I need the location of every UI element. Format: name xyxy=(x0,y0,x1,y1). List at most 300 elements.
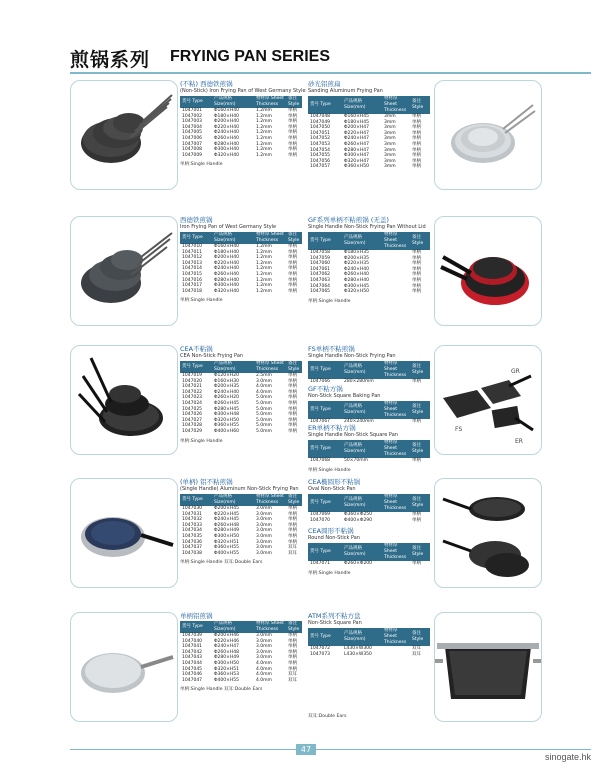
table-cell: Φ120×H20 xyxy=(214,373,240,378)
column-header: 货号 Type xyxy=(180,494,212,506)
aluminum-fry-table xyxy=(180,612,302,692)
column-header: 货号 Type xyxy=(180,96,212,108)
table-cell: 双耳 xyxy=(288,545,297,551)
table-cell: 单柄 xyxy=(412,164,421,170)
column-header: 货号 Type xyxy=(308,361,342,379)
table-cell: 1047044 xyxy=(182,660,203,666)
table-cell: Φ160×H30 xyxy=(214,378,240,384)
table-cell: 1.2mm xyxy=(256,147,272,153)
table-cell: 1047026 xyxy=(182,412,203,418)
table-cell xyxy=(382,289,410,295)
table-subtitle: Non-Stick Square Pan xyxy=(308,620,362,626)
table-title: FS单柄不粘煎锅 xyxy=(308,345,355,353)
table-cell: Φ200×H45 xyxy=(214,506,240,511)
column-header: 物材厚 Sheet Thickness xyxy=(254,361,286,373)
nonstick-pan-icon xyxy=(435,479,541,587)
column-header: 产品规格 Size(mm) xyxy=(212,96,254,108)
table-cell: Φ220×H45 xyxy=(214,511,240,517)
table-cell: 4.0mm xyxy=(256,666,272,672)
table-cell: 3.0mm xyxy=(256,533,272,539)
table-cell: 1047047 xyxy=(182,677,203,683)
table-cell: 1047009 xyxy=(182,152,203,158)
table-cell: 单柄 xyxy=(288,412,297,418)
table-note: 单柄:Single Handle xyxy=(308,467,351,473)
table-title: ATM系列不粘方盘 xyxy=(308,612,361,620)
table-cell: 1047019 xyxy=(182,373,203,378)
table-header-row xyxy=(308,440,430,458)
table-subtitle: Non-Stick Square Baking Pan xyxy=(308,392,381,399)
table-cell: 1047065 xyxy=(310,289,331,295)
table-cell: 1047021 xyxy=(182,384,203,390)
table-cell: 3.0mm xyxy=(256,633,272,638)
table-cell: 3mm xyxy=(384,141,396,147)
table-cell: Φ200×H35 xyxy=(344,255,370,261)
table-cell: 单柄 xyxy=(412,272,421,278)
column-header: 备注 Style xyxy=(286,96,302,108)
table-cell: Φ400×H60 xyxy=(214,428,240,434)
table-cell: 1047056 xyxy=(310,158,331,164)
table-cell: Φ320×H47 xyxy=(344,158,370,164)
table-cell: 1.2mm xyxy=(256,130,272,136)
table-cell: 1047062 xyxy=(310,272,331,278)
table-cell: 单柄 xyxy=(288,522,297,528)
table-cell: Φ280×H49 xyxy=(214,655,240,661)
table-cell: 单柄 xyxy=(412,283,421,289)
table-cell: Φ360×H50 xyxy=(344,164,370,170)
table-cell: 5.0mm xyxy=(256,395,272,401)
table-cell: 3.0mm xyxy=(256,528,272,534)
table-cell: 单柄 xyxy=(288,533,297,539)
table-note: 双耳:Double Ears xyxy=(308,714,347,720)
table-row xyxy=(180,551,302,557)
table-cell: Φ240×H47 xyxy=(344,136,370,142)
website-url[interactable]: sinogate.hk xyxy=(544,752,591,762)
table-cell: 1.2mm xyxy=(256,288,272,294)
table-subtitle: Round Non-Stick Pan xyxy=(308,535,360,542)
table-cell: 单柄 xyxy=(412,141,421,147)
table-cell: 3.0mm xyxy=(256,506,272,511)
column-header: 货号 Type xyxy=(308,232,342,250)
table-cell: Φ320×H40 xyxy=(214,152,240,158)
table-cell: 单柄 xyxy=(412,147,421,153)
column-header: 备注 Style xyxy=(410,440,430,458)
table-cell: Φ400×H55 xyxy=(214,677,240,683)
column-header: 货号 Type xyxy=(308,96,342,114)
table-header-row xyxy=(180,361,302,373)
table-header-row xyxy=(308,96,430,114)
table-cell: 单柄 xyxy=(288,113,297,119)
table-cell: 1047028 xyxy=(182,423,203,429)
spec-table xyxy=(180,232,302,294)
table-cell: 1.2mm xyxy=(256,266,272,272)
table-cell: 1047054 xyxy=(310,147,331,153)
column-header: 货号 Type xyxy=(180,361,212,373)
table-cell: 4.0mm xyxy=(256,389,272,395)
table-cell: 1047027 xyxy=(182,417,203,423)
product-row-3 xyxy=(70,345,590,473)
table-cell: 单柄 xyxy=(288,395,297,401)
table-cell: 1047073 xyxy=(310,651,331,657)
table-row xyxy=(308,261,430,267)
table-cell: 1047024 xyxy=(182,400,203,406)
table-cell: 单柄 xyxy=(288,277,297,283)
table-cell: 1.2mm xyxy=(256,271,272,277)
page-header xyxy=(70,45,590,69)
image-label-er: ER xyxy=(515,438,523,445)
column-header: 产品规格 Size(mm) xyxy=(212,232,254,244)
table-cell: 3.0mm xyxy=(256,545,272,551)
spec-table xyxy=(308,543,430,567)
table-cell: 1047005 xyxy=(182,130,203,136)
table-cell: 单柄 xyxy=(288,249,297,255)
column-header: 货号 Type xyxy=(308,628,342,646)
table-title: CEA圆形不粘锅 xyxy=(308,527,354,536)
table-cell: Φ300×H50 xyxy=(214,533,240,539)
table-cell: 1047020 xyxy=(182,378,203,384)
header-title-cn: 煎锅系列 xyxy=(70,49,151,71)
table-cell: 单柄 xyxy=(288,373,297,378)
table-cell: 单柄 xyxy=(412,379,421,384)
table-cell: Φ240×H40 xyxy=(214,130,240,136)
table-cell: 1.2mm xyxy=(256,108,272,113)
table-subtitle: Oval Non-Stick Pan xyxy=(308,486,356,492)
table-cell: 1.2mm xyxy=(256,119,272,125)
table-cell: 单柄 xyxy=(288,141,297,147)
table-cell: 1047048 xyxy=(310,114,331,119)
table-cell: 5.0mm xyxy=(256,417,272,423)
table-cell: 单柄 xyxy=(412,158,421,164)
table-cell: 双耳 xyxy=(412,651,421,657)
table-cell: 单柄 xyxy=(412,458,421,464)
column-header: 货号 Type xyxy=(308,440,342,458)
column-header: 备注 Style xyxy=(410,543,430,561)
table-cell: 1.2mm xyxy=(256,141,272,147)
spec-table xyxy=(180,96,302,158)
table-cell: 单柄 xyxy=(288,266,297,272)
table-cell: 4.0mm xyxy=(256,672,272,678)
table-cell: 1.2mm xyxy=(256,255,272,261)
table-cell: 1047046 xyxy=(182,672,203,678)
product-image-roasting-tray xyxy=(434,612,542,722)
table-cell: Φ180×H45 xyxy=(344,119,370,125)
table-cell: 3.0mm xyxy=(256,511,272,517)
column-header: 物材厚 Sheet Thickness xyxy=(254,621,286,633)
table-cell: 1047066 xyxy=(310,379,331,384)
table-cell: 单柄 xyxy=(412,266,421,272)
table-cell: 单柄 xyxy=(288,135,297,141)
table-title: GF系列单柄不粘煎锅 (无盖) xyxy=(308,216,389,224)
table-row xyxy=(308,652,430,658)
table-row xyxy=(308,512,430,518)
table-cell: 单柄 xyxy=(288,283,297,289)
column-header: 货号 Type xyxy=(180,232,212,244)
table-cell: Φ320×H40 xyxy=(214,288,240,294)
table-row xyxy=(308,289,430,295)
table-cell: Φ320×H50 xyxy=(344,289,370,295)
table-header-row xyxy=(308,543,430,561)
table-cell: 单柄 xyxy=(412,512,421,517)
table-cell: 单柄 xyxy=(288,384,297,390)
table-cell: 单柄 xyxy=(412,130,421,136)
spec-table xyxy=(180,361,302,435)
table-cell: 单柄 xyxy=(288,130,297,136)
table-cell: Φ300×H48 xyxy=(214,412,240,418)
column-header: 物材厚 Sheet Thickness xyxy=(382,232,410,250)
table-cell: 1047007 xyxy=(182,141,203,147)
column-header: 产品规格 Size(mm) xyxy=(342,628,382,646)
table-cell: 3mm xyxy=(384,164,396,170)
table-cell: Φ260×H47 xyxy=(344,141,370,147)
column-header: 产品规格 Size(mm) xyxy=(342,232,382,250)
product-row-4 xyxy=(70,478,590,588)
header-title-en: FRYING PAN SERIES xyxy=(170,48,331,65)
table-cell: 单柄 xyxy=(412,277,421,283)
table-cell: 1047016 xyxy=(182,277,203,283)
table-cell: 1047034 xyxy=(182,528,203,534)
table-row xyxy=(308,125,430,131)
table-cell: 单柄 xyxy=(412,418,421,424)
table-cell: 1047057 xyxy=(310,164,331,170)
table-cell: Φ200×H35 xyxy=(214,384,240,390)
table-row xyxy=(180,289,302,295)
table-cell: 1047070 xyxy=(310,517,331,523)
table-cell: 单柄 xyxy=(288,152,297,158)
column-header: 物材厚 Sheet Thickness xyxy=(254,96,286,108)
table-cell: 双耳 xyxy=(412,646,421,651)
table-cell: Φ360×H55 xyxy=(214,423,240,429)
table-cell: Φ260×H40 xyxy=(344,272,370,278)
product-image-square-pans xyxy=(434,345,542,455)
table-cell: Φ320×H51 xyxy=(214,539,240,545)
table-cell: 1047022 xyxy=(182,389,203,395)
table-cell: 1047068 xyxy=(310,458,331,464)
table-cell: 单柄 xyxy=(288,423,297,429)
table-cell: 单柄 xyxy=(288,655,297,661)
image-label-gr: GR xyxy=(511,368,520,375)
footer-rule xyxy=(70,749,591,750)
table-cell: Φ180×H35 xyxy=(344,250,370,255)
table-cell: 1047064 xyxy=(310,283,331,289)
table-cell xyxy=(382,652,410,658)
table-cell: 1047030 xyxy=(182,506,203,511)
table-cell: Φ300×H40 xyxy=(214,283,240,289)
table-cell: 单柄 xyxy=(288,406,297,412)
spec-table xyxy=(308,440,430,464)
table-cell: 1047059 xyxy=(310,255,331,261)
table-row xyxy=(180,153,302,159)
table-cell: L430×W350 xyxy=(344,651,372,657)
spec-table xyxy=(180,494,302,556)
table-cell: 单柄 xyxy=(288,124,297,130)
table-cell: 1047017 xyxy=(182,283,203,289)
table-cell: 3mm xyxy=(384,125,396,131)
table-cell: 3mm xyxy=(384,130,396,136)
table-cell: 1047038 xyxy=(182,550,203,556)
table-cell: Φ300×H45 xyxy=(344,283,370,289)
table-header-row xyxy=(308,361,430,379)
table-cell: 单柄 xyxy=(288,288,297,294)
table-subtitle: (Single Handle) Aluminum Non-Stick Frying Pan xyxy=(180,486,299,492)
table-cell: 1047032 xyxy=(182,517,203,523)
table-cell: 1.2mm xyxy=(256,124,272,130)
table-cell: 1047042 xyxy=(182,649,203,655)
table-row xyxy=(308,250,430,256)
table-cell: 单柄 xyxy=(288,400,297,406)
roasting-tray-icon xyxy=(435,613,541,721)
table-cell: 1047039 xyxy=(182,633,203,638)
table-header-row xyxy=(308,494,430,512)
table-title: 西德铁煎锅 xyxy=(180,216,213,224)
column-header: 物材厚 Sheet Thickness xyxy=(382,96,410,114)
table-cell: 1047060 xyxy=(310,261,331,267)
table-cell: 单柄 xyxy=(288,389,297,395)
table-cell: Φ220×H35 xyxy=(344,261,370,267)
table-cell: 1.2mm xyxy=(256,260,272,266)
table-cell: 1047006 xyxy=(182,135,203,141)
table-cell: Φ260×H40 xyxy=(214,135,240,141)
table-row xyxy=(308,114,430,120)
table-cell: Φ300×H50 xyxy=(214,660,240,666)
table-cell: 3mm xyxy=(384,153,396,159)
table-cell: 单柄 xyxy=(412,250,421,255)
product-row-2 xyxy=(70,216,590,326)
table-row xyxy=(308,646,430,652)
table-cell: Φ360×H55 xyxy=(214,545,240,551)
table-cell: 单柄 xyxy=(412,255,421,261)
table-cell: Φ220×H46 xyxy=(214,638,240,644)
table-row xyxy=(180,429,302,435)
spec-table xyxy=(308,232,430,295)
product-image-cea-pans xyxy=(70,345,178,455)
table-cell: 1.2mm xyxy=(256,244,272,249)
column-header: 产品规格 Size(mm) xyxy=(212,621,254,633)
table-header-row xyxy=(308,232,430,250)
table-title: CEA不粘锅 xyxy=(180,345,213,353)
table-cell xyxy=(382,458,410,464)
table-title: GF不粘方锅 xyxy=(308,384,343,393)
table-cell: 单柄 xyxy=(288,638,297,644)
table-row xyxy=(308,561,430,567)
table-title: 砂光铝煎扁 xyxy=(308,80,341,88)
table-cell: 1047061 xyxy=(310,266,331,272)
table-cell: 单柄 xyxy=(288,255,297,261)
frying-pan-stack-icon xyxy=(71,81,177,189)
table-cell: 1047051 xyxy=(310,130,331,136)
table-subtitle: (Non-Stick) Iron Frying Pan of West Germany Style xyxy=(180,88,306,94)
table-cell: 50×70mm xyxy=(344,458,368,464)
table-cell: 1047014 xyxy=(182,266,203,272)
table-subtitle: Single Handle Non-Stick Frying Pan Without Lid xyxy=(308,224,426,230)
nonstick-pan-icon xyxy=(435,217,541,325)
product-image-iron-pans-2 xyxy=(70,216,178,326)
table-cell: 单柄 xyxy=(288,517,297,523)
table-note: 单柄:Single Handle 双耳:Double Ears xyxy=(180,560,263,566)
table-cell: 1047063 xyxy=(310,277,331,283)
table-cell: 1047067 xyxy=(310,418,331,424)
table-cell: 单柄 xyxy=(288,506,297,511)
table-cell: Φ260×H48 xyxy=(214,522,240,528)
table-note: 单柄:Single Handle 双耳:Double Ears xyxy=(180,687,263,693)
product-row-1 xyxy=(70,80,590,190)
table-cell: 1047023 xyxy=(182,395,203,401)
table-cell: 单柄 xyxy=(288,378,297,384)
table-cell: 1.2mm xyxy=(256,152,272,158)
table-cell: 双耳 xyxy=(288,672,297,678)
column-header: 物材厚 Sheet Thickness xyxy=(382,543,410,561)
product-image-aluminum-nonstick xyxy=(70,478,178,588)
table-cell: 双耳 xyxy=(288,550,297,556)
column-header: 备注 Style xyxy=(410,232,430,250)
table-cell: 5.0mm xyxy=(256,423,272,429)
spec-table xyxy=(308,96,430,170)
table-cell: Φ300×H40 xyxy=(214,147,240,153)
image-label-fs: FS xyxy=(455,426,463,433)
column-header: 备注 Style xyxy=(286,232,302,244)
table-title: 单柄铝煎锅 xyxy=(180,612,213,620)
column-header: 货号 Type xyxy=(308,494,342,512)
table-cell: Φ280×H40 xyxy=(214,141,240,147)
cea-oval-round-table xyxy=(308,478,430,576)
table-cell: 单柄 xyxy=(412,153,421,159)
table-cell: 1047058 xyxy=(310,250,331,255)
column-header: 备注 Style xyxy=(286,621,302,633)
table-cell: 1047031 xyxy=(182,511,203,517)
table-cell: 1047003 xyxy=(182,119,203,125)
table-cell: 1047012 xyxy=(182,255,203,261)
table-cell: 3.0mm xyxy=(256,522,272,528)
table-cell: Φ240×H47 xyxy=(214,644,240,650)
iron-west-germany-table xyxy=(180,216,302,303)
table-cell: 1047052 xyxy=(310,136,331,142)
spec-table xyxy=(308,628,430,657)
table-cell: 5.0mm xyxy=(256,406,272,412)
table-cell: 单柄 xyxy=(288,260,297,266)
column-header: 产品规格 Size(mm) xyxy=(342,401,382,419)
table-cell: 单柄 xyxy=(412,114,421,119)
table-header-row xyxy=(308,628,430,646)
table-cell: 4.0mm xyxy=(256,677,272,683)
table-note: 单柄:Single Handle xyxy=(180,298,223,304)
table-cell: 5.0mm xyxy=(256,428,272,434)
table-cell: 单柄 xyxy=(288,244,297,249)
spec-table xyxy=(308,401,430,425)
column-header: 备注 Style xyxy=(410,96,430,114)
table-cell: 1047029 xyxy=(182,428,203,434)
table-cell: 3.0mm xyxy=(256,644,272,650)
table-cell: 1.2mm xyxy=(256,113,272,119)
table-header-row xyxy=(180,232,302,244)
table-cell: Φ160×H40 xyxy=(214,244,240,249)
column-header: 产品规格 Size(mm) xyxy=(342,494,382,512)
table-cell: 单柄 xyxy=(412,136,421,142)
table-note: 单柄:Single Handle xyxy=(308,570,351,576)
table-cell: Φ400×Φ290 xyxy=(344,517,373,523)
column-header: 产品规格 Size(mm) xyxy=(342,440,382,458)
table-cell: 1047050 xyxy=(310,125,331,131)
table-cell: 1047072 xyxy=(310,646,331,651)
table-title: (不粘) 西德铁煎锅 xyxy=(180,80,233,88)
table-cell: Φ360×Φ250 xyxy=(344,512,373,517)
table-cell: 单柄 xyxy=(412,561,421,567)
table-cell: 1047002 xyxy=(182,113,203,119)
table-cell: Φ400×H55 xyxy=(214,550,240,556)
table-cell: 3.0mm xyxy=(256,638,272,644)
table-cell: Φ220×H40 xyxy=(214,260,240,266)
table-cell: 3.0mm xyxy=(256,378,272,384)
column-header: 物材厚 Sheet Thickness xyxy=(382,401,410,419)
nonstick-pan-icon xyxy=(71,346,177,454)
table-cell: 3mm xyxy=(384,136,396,142)
